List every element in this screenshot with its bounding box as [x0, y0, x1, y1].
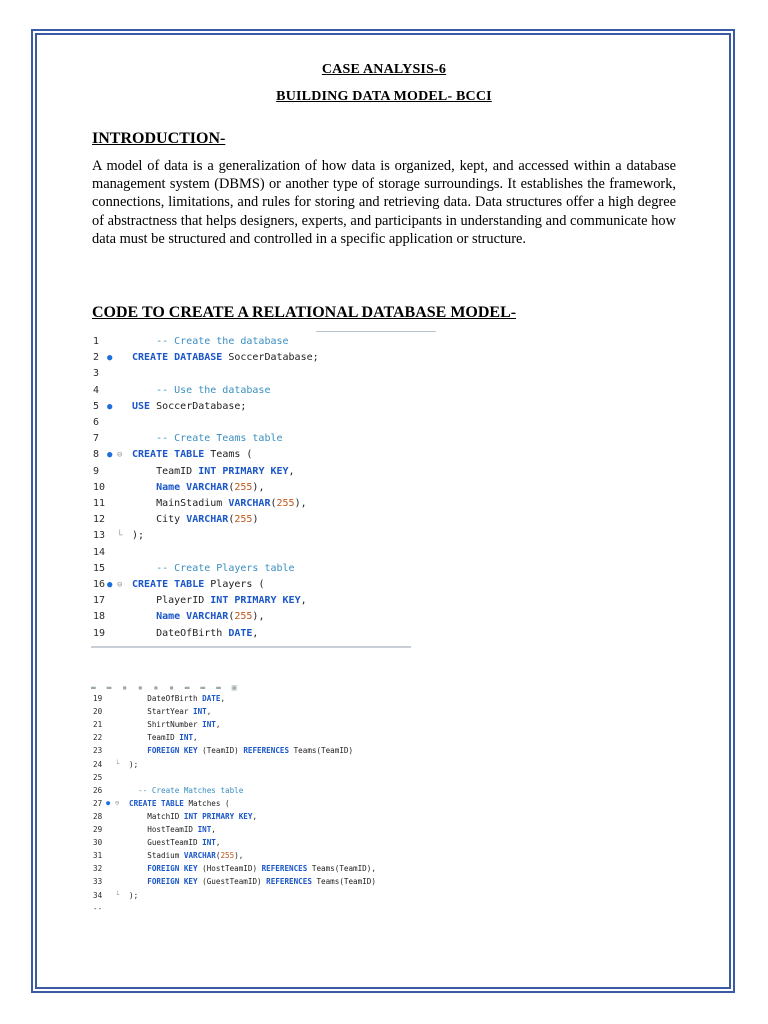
code-token: DateOfBirth	[132, 627, 229, 639]
code-text	[132, 334, 289, 350]
code-token: REFERENCES	[266, 877, 317, 887]
code-token: City	[132, 514, 187, 526]
code-text	[129, 718, 220, 731]
code-token: VARCHAR	[186, 514, 229, 526]
code-token: ,	[252, 627, 259, 639]
breakpoint-dot-icon: ●	[107, 450, 113, 461]
code-text	[132, 593, 307, 609]
code-token: (	[228, 514, 235, 526]
code-token: INT PRIMARY KEY	[183, 811, 253, 821]
code-text	[132, 464, 295, 480]
code-line	[91, 758, 407, 771]
code-line	[91, 399, 411, 415]
code-token: (	[228, 481, 235, 493]
line-number: 26	[93, 785, 103, 795]
code-token: ,	[252, 811, 258, 821]
line-number: 14	[93, 546, 106, 558]
code-text	[129, 810, 257, 823]
line-number: 5	[93, 400, 100, 412]
code-text	[129, 875, 376, 888]
code-token: ,	[215, 720, 221, 730]
code-token: MainStadium	[132, 498, 229, 509]
code-line	[91, 480, 411, 496]
code-line	[91, 823, 407, 836]
line-number: 6	[93, 417, 100, 428]
code-token: Matches (	[188, 798, 230, 808]
code-token: FOREIGN KEY	[129, 864, 203, 874]
code-text	[132, 577, 264, 593]
line-number: 9	[93, 465, 100, 477]
code-token: DateOfBirth	[129, 694, 203, 703]
code-text	[132, 399, 246, 415]
code-token: VARCHAR	[228, 498, 271, 509]
line-number: --	[93, 903, 103, 913]
line-number: 23	[93, 746, 103, 756]
code-line	[91, 528, 411, 544]
line-number: 27	[93, 798, 103, 808]
code-token: ,	[206, 707, 212, 717]
code-token: ),	[234, 851, 244, 861]
code-token: MatchID	[129, 811, 184, 821]
code-token: INT	[179, 733, 194, 743]
code-line	[91, 692, 407, 705]
editor-scrollbar	[91, 646, 411, 648]
code-text	[129, 823, 216, 836]
code-line	[91, 545, 411, 561]
code-token: SoccerDatabase;	[228, 352, 319, 364]
code-token: ,	[215, 838, 221, 848]
code-token: REFERENCES	[261, 864, 312, 874]
introduction-heading: INTRODUCTION-	[92, 130, 226, 147]
code-token: (	[228, 611, 235, 623]
code-token: ShirtNumber	[129, 720, 203, 730]
code-text	[129, 784, 243, 797]
line-number: 24	[93, 759, 103, 769]
code-token: CREATE TABLE	[129, 798, 189, 808]
fold-end-icon: └	[117, 531, 123, 542]
code-token: 255	[234, 481, 253, 493]
code-text	[132, 383, 270, 399]
editor-tab-line	[316, 331, 436, 332]
code-line	[91, 334, 411, 350]
code-line	[91, 784, 407, 797]
line-number: 3	[93, 368, 100, 380]
line-number: 25	[93, 772, 103, 782]
code-text	[132, 350, 319, 366]
code-token: -- Create Teams table	[132, 433, 283, 445]
line-number: 12	[93, 514, 106, 526]
line-number: 20	[93, 707, 103, 717]
code-token: Teams(TeamID)	[293, 746, 354, 756]
code-text	[129, 731, 198, 744]
line-number: 1	[93, 336, 100, 347]
code-token: INT	[202, 838, 216, 848]
code-text	[132, 431, 283, 447]
code-token: Name VARCHAR	[132, 481, 229, 493]
code-line	[91, 889, 407, 902]
code-line	[91, 366, 411, 382]
code-text	[132, 609, 264, 625]
code-line	[91, 744, 407, 757]
code-token: )	[252, 514, 259, 526]
code-token: TeamID	[132, 465, 199, 477]
line-number: 18	[93, 611, 106, 623]
code-token: );	[129, 890, 139, 900]
code-token: SoccerDatabase;	[156, 400, 247, 412]
line-number: 19	[93, 694, 103, 703]
line-number: 19	[93, 627, 106, 639]
code-line	[91, 797, 407, 810]
document-subtitle: BUILDING DATA MODEL- BCCI	[276, 89, 492, 104]
code-token: ),	[252, 481, 265, 493]
code-line	[91, 849, 407, 862]
code-token: );	[129, 759, 139, 769]
code-token: (	[270, 498, 277, 509]
code-token: PlayerID	[132, 595, 211, 607]
code-token: INT	[202, 720, 216, 730]
code-line	[91, 626, 411, 642]
code-text	[129, 862, 376, 875]
code-text	[132, 528, 144, 544]
code-token: DATE	[228, 627, 253, 639]
code-line	[91, 609, 411, 625]
code-screenshot-2	[91, 684, 407, 914]
code-token: Teams(TeamID),	[311, 864, 376, 874]
editor-toolbar: ▬ ▬ ▪ ▪ ▪ ▪ ▬ ▬ ▬ ▣	[91, 684, 240, 692]
code-token: VARCHAR	[183, 851, 216, 861]
code-text	[129, 849, 243, 862]
code-line	[91, 862, 407, 875]
code-text	[132, 480, 264, 496]
code-line	[91, 718, 407, 731]
code-token: -- Create the database	[132, 336, 289, 347]
code-token: CREATE DATABASE	[132, 352, 229, 364]
code-token: USE	[132, 400, 157, 412]
code-token: FOREIGN KEY	[129, 877, 203, 887]
line-number: 13	[93, 530, 106, 542]
code-line	[91, 731, 407, 744]
code-text	[132, 626, 258, 642]
code-token: CREATE TABLE	[132, 579, 211, 590]
code-text	[132, 496, 307, 512]
line-number: 2	[93, 352, 100, 364]
code-token: (HostTeamID)	[202, 864, 262, 874]
code-line	[91, 771, 407, 784]
code-token: Teams (	[210, 449, 253, 461]
code-token: 255	[220, 851, 235, 861]
fold-end-icon: └	[115, 890, 120, 899]
code-line	[91, 810, 407, 823]
code-line	[91, 902, 407, 915]
code-token: INT PRIMARY KEY	[210, 595, 301, 607]
line-number: 11	[93, 498, 106, 509]
code-text	[132, 561, 295, 577]
code-line	[91, 512, 411, 528]
code-token: ),	[294, 498, 307, 509]
line-number: 22	[93, 733, 103, 743]
code-line	[91, 836, 407, 849]
code-text	[132, 447, 252, 463]
line-number: 31	[93, 851, 103, 861]
code-token: HostTeamID	[129, 825, 198, 834]
breakpoint-dot-icon: ●	[107, 353, 113, 364]
code-line	[91, 415, 411, 431]
code-token: Stadium	[129, 851, 184, 861]
code-line	[91, 875, 407, 888]
code-token: FOREIGN KEY	[129, 746, 203, 756]
code-token: ),	[252, 611, 265, 623]
code-token: ,	[300, 595, 307, 607]
code-token: Teams(TeamID)	[316, 877, 376, 887]
code-line	[91, 496, 411, 512]
code-token: INT PRIMARY KEY	[198, 465, 289, 477]
code-token: Players (	[210, 579, 265, 590]
code-token: GuestTeamID	[129, 838, 203, 848]
code-token: (GuestTeamID)	[202, 877, 267, 887]
code-token: -- Create Players table	[132, 562, 295, 574]
code-token: INT	[193, 707, 207, 717]
code-token: (TeamID)	[202, 746, 244, 756]
line-number: 7	[93, 433, 100, 445]
code-line	[91, 561, 411, 577]
code-token: ,	[220, 694, 226, 703]
code-text	[129, 836, 220, 849]
line-number: 17	[93, 595, 106, 607]
line-number: 4	[93, 384, 100, 396]
code-text	[129, 705, 211, 718]
line-number: 8	[93, 449, 100, 461]
breakpoint-dot-icon: ●	[107, 401, 113, 412]
code-screenshot-1	[91, 331, 411, 649]
code-line	[91, 431, 411, 447]
code-token: DATE	[202, 694, 221, 703]
code-token: );	[132, 530, 145, 542]
fold-collapse-icon: ⊖	[117, 450, 123, 461]
code-text	[132, 512, 258, 528]
code-line	[91, 350, 411, 366]
line-number: 21	[93, 720, 103, 730]
code-token: StartYear	[129, 707, 194, 717]
line-number: 30	[93, 838, 103, 848]
code-token: TeamID	[129, 733, 180, 743]
code-token: ,	[211, 825, 216, 834]
code-text	[129, 758, 138, 771]
code-token: 255	[234, 611, 253, 623]
code-line	[91, 577, 411, 593]
line-number: 29	[93, 825, 103, 834]
code-line	[91, 383, 411, 399]
fold-end-icon: └	[115, 759, 120, 768]
line-number: 16	[93, 579, 106, 590]
line-number: 33	[93, 877, 103, 887]
code-text	[129, 692, 225, 705]
code-token: CREATE TABLE	[132, 449, 211, 461]
case-title: CASE ANALYSIS-6	[321, 62, 447, 77]
code-line	[91, 447, 411, 463]
line-number: 10	[93, 481, 106, 493]
code-heading: CODE TO CREATE A RELATIONAL DATABASE MODEL-	[92, 304, 517, 321]
code-token: -- Create Matches table	[129, 785, 244, 795]
code-token: 255	[234, 514, 253, 526]
fold-collapse-icon: ⊖	[117, 580, 123, 590]
code-token: ,	[288, 465, 295, 477]
code-line	[91, 593, 411, 609]
code-token: Name VARCHAR	[132, 611, 229, 623]
introduction-paragraph: A model of data is a generalization of how data is organized, kept, and accessed within a database management system (DBMS) or another type of storage surroundings. It establishes the framework, connections, limitations, and rules for storing and retrieving data. Data structures offer a high degree of abstractness that helps designers, experts, and participants in understanding and communicate how data must be structured and controlled in a specific application or structure.	[92, 158, 676, 247]
line-number: 15	[93, 562, 106, 574]
code-text	[129, 797, 230, 810]
breakpoint-dot-icon: ●	[106, 798, 111, 807]
code-token: 255	[276, 498, 295, 509]
fold-collapse-icon: ⊖	[115, 798, 120, 807]
code-token: REFERENCES	[243, 746, 294, 756]
line-number: 32	[93, 864, 103, 874]
code-line	[91, 705, 407, 718]
code-text	[129, 744, 353, 757]
code-token: (	[215, 851, 221, 861]
code-token: ,	[193, 733, 198, 743]
code-token: INT	[197, 825, 212, 834]
breakpoint-dot-icon: ●	[107, 580, 113, 590]
code-token: -- Use the database	[132, 384, 271, 396]
line-number: 34	[93, 890, 103, 900]
code-text	[129, 889, 138, 902]
line-number: 28	[93, 811, 103, 821]
code-line	[91, 464, 411, 480]
